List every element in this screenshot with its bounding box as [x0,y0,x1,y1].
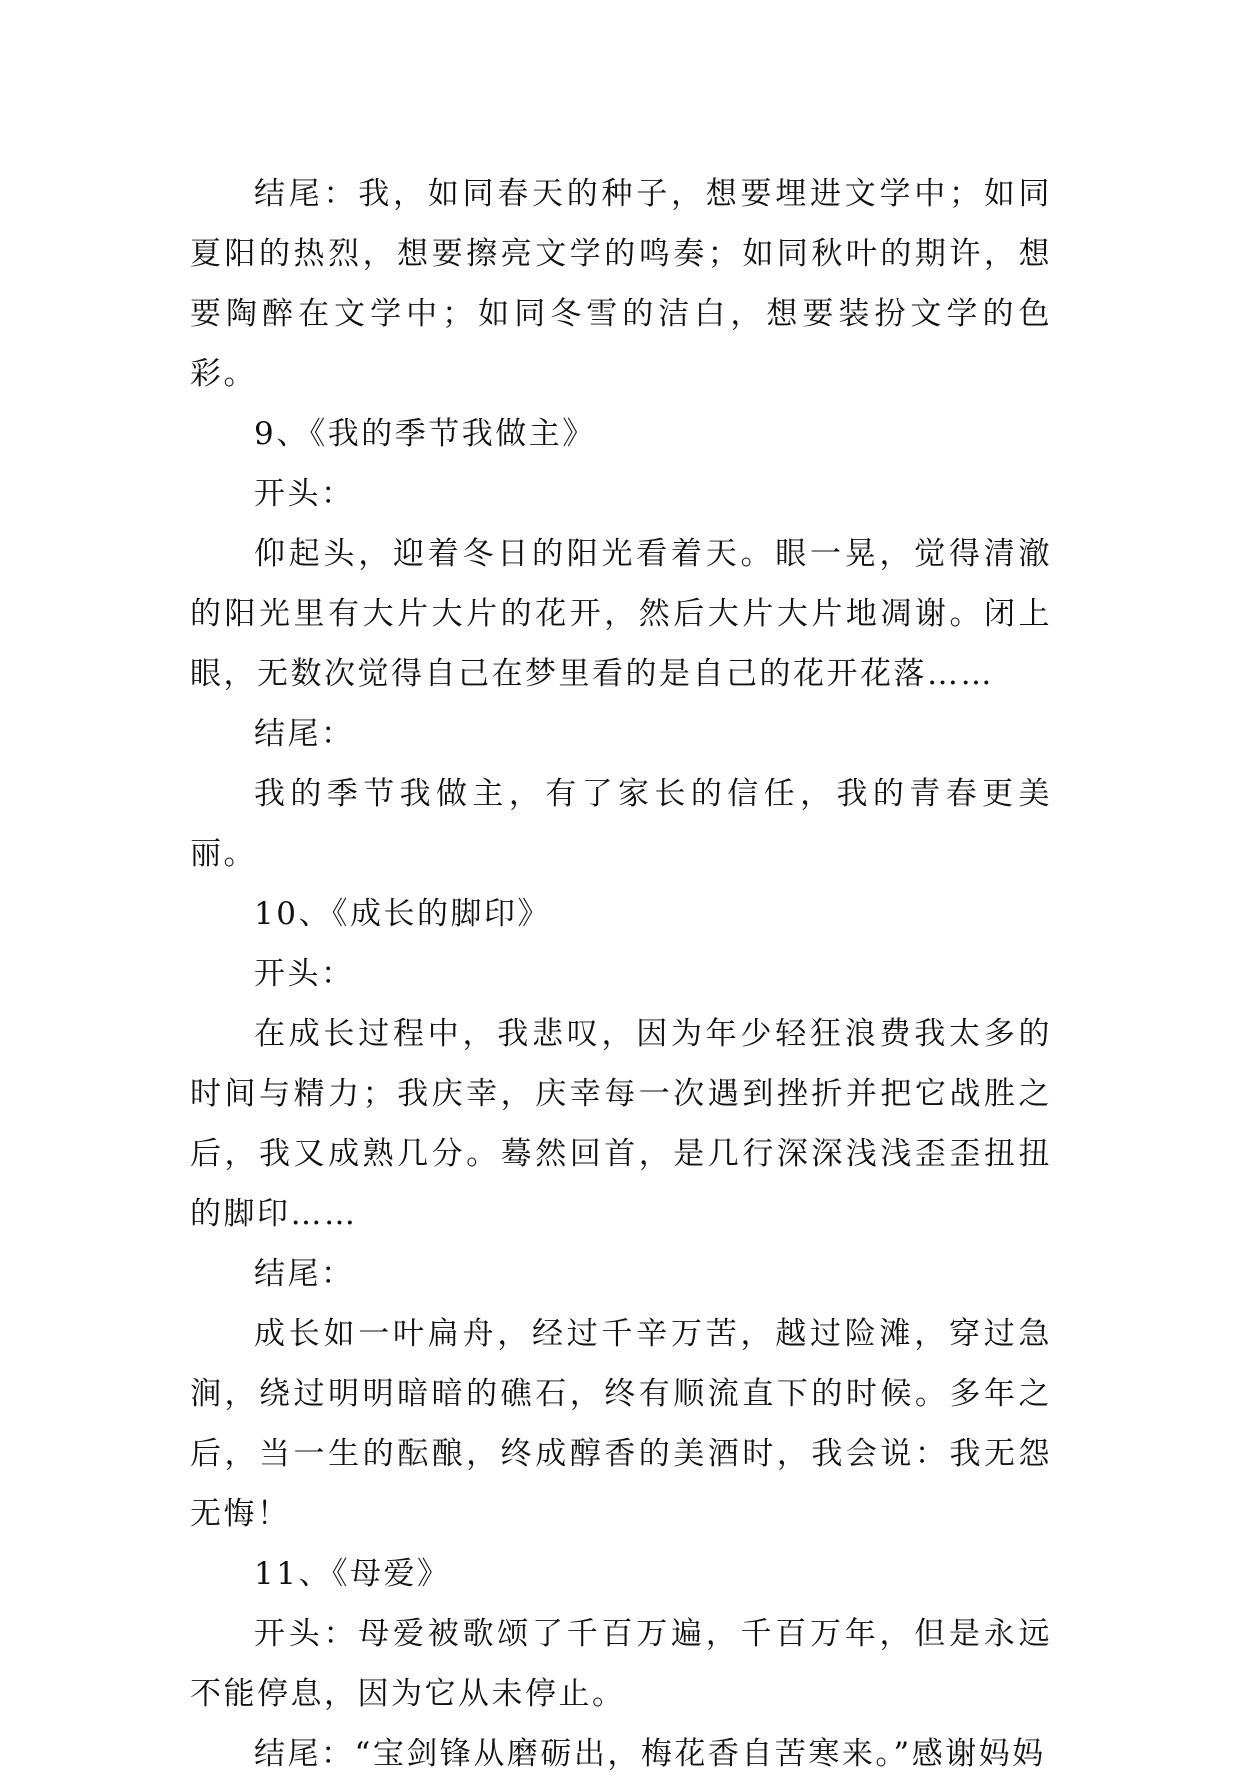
heading-9: 9、《我的季节我做主》 [254,416,596,452]
paragraph-ending-8: 结尾：我，如同春天的种子，想要埋进文学中；如同夏阳的热烈，想要擦亮文学的鸣奏；如同秋叶的期许，想要陶醉在文学中；如同冬雪的洁白，想要装扮文学的色彩。 [190,176,1052,392]
label-opening-9: 开头： [254,476,355,512]
paragraph-ending-11: 结尾：“宝剑锋从磨砺出，梅花香自苦寒来。”感谢妈妈 [254,1736,1046,1772]
paragraph-ending-10: 成长如一叶扁舟，经过千辛万苦，越过险滩，穿过急涧，绕过明明暗暗的礁石，终有顺流直下的时候。多年之后，当一生的酝酿，终成醇香的美酒时，我会说：我无怨无悔！ [190,1316,1052,1532]
document-page [190,164,1052,1784]
label-opening-10: 开头： [254,956,355,992]
paragraph-ending-9: 我的季节我做主，有了家长的信任，我的青春更美丽。 [190,776,1052,872]
heading-11: 11、《母爱》 [254,1556,451,1592]
paragraph-opening-11: 开头：母爱被歌颂了千百万遍，千百万年，但是永远不能停息，因为它从未停止。 [190,1616,1052,1712]
paragraph-opening-10: 在成长过程中，我悲叹，因为年少轻狂浪费我太多的时间与精力；我庆幸，庆幸每一次遇到挫折并把它战胜之后，我又成熟几分。蓦然回首，是几行深深浅浅歪歪扭扭的脚印…… [190,1016,1052,1232]
label-ending-9: 结尾： [254,716,355,752]
heading-10: 10、《成长的脚印》 [254,896,551,932]
paragraph-opening-9: 仰起头，迎着冬日的阳光看着天。眼一晃，觉得清澈的阳光里有大片大片的花开，然后大片大片地凋谢。闭上眼，无数次觉得自己在梦里看的是自己的花开花落…… [190,536,1052,692]
label-ending-10: 结尾： [254,1256,355,1292]
